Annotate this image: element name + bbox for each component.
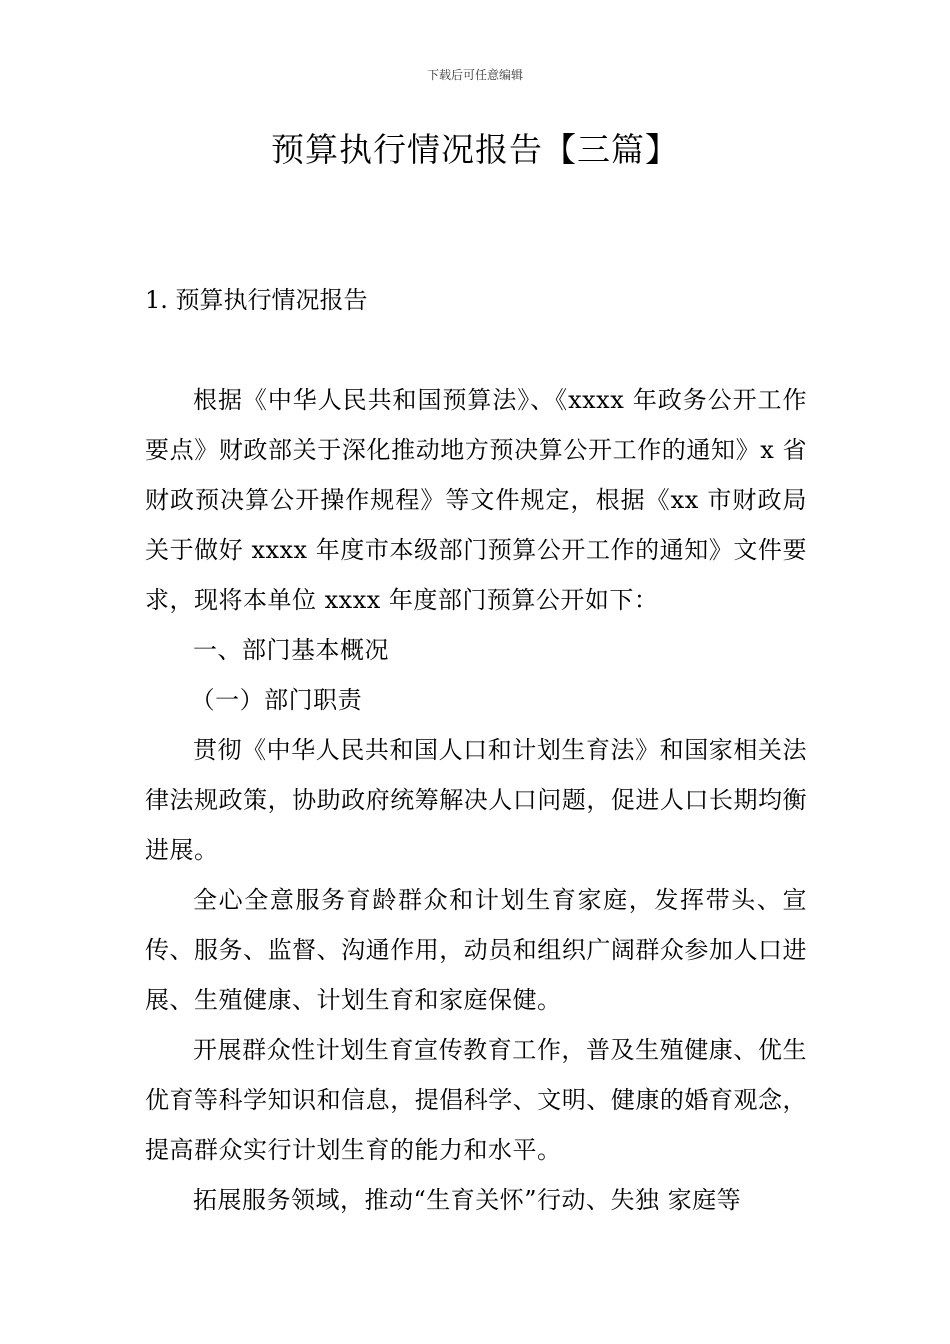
paragraph-duty-1: 贯彻《中华人民共和国人口和计划生育法》和国家相关法律法规政策，协助政府统筹解决人口问题，促进人口长期均衡进展。 [145,736,807,864]
section-heading: 1. 预算执行情况报告 [145,286,368,314]
paragraph-duty-4: 拓展服务领域，推动“生育关怀”行动、失独 家庭等 [193,1186,742,1214]
paragraph-duty-3: 开展群众性计划生育宣传教育工作，普及生殖健康、优生优育等科学知识和信息，提倡科学、文明、健康的婚育观念，提高群众实行计划生育的能力和水平。 [145,1036,807,1164]
paragraph-intro: 根据《中华人民共和国预算法》、《xxxx 年政务公开工作要点》财政部关于深化推动地方预决算公开工作的通知》x 省财政预决算公开操作规程》等文件规定，根据《xx 市财政局关于做好 xxxx 年度市本级部门预算公开工作的通知》文件要求，现将本单位 xxxx 年度部门预算公开如下： [145,386,807,614]
body-text [145,375,807,1225]
paragraph-heading-duties: （一）部门职责 [190,686,363,714]
header-note: 下载后可任意编辑 [426,68,523,82]
paragraph-heading-overview: 一、部门基本概况 [193,636,389,664]
paragraph-duty-2: 全心全意服务育龄群众和计划生育家庭，发挥带头、宣传、服务、监督、沟通作用，动员和组织广阔群众参加人口进展、生殖健康、计划生育和家庭保健。 [145,886,807,1014]
document-title: 预算执行情况报告【三篇】 [271,130,679,169]
